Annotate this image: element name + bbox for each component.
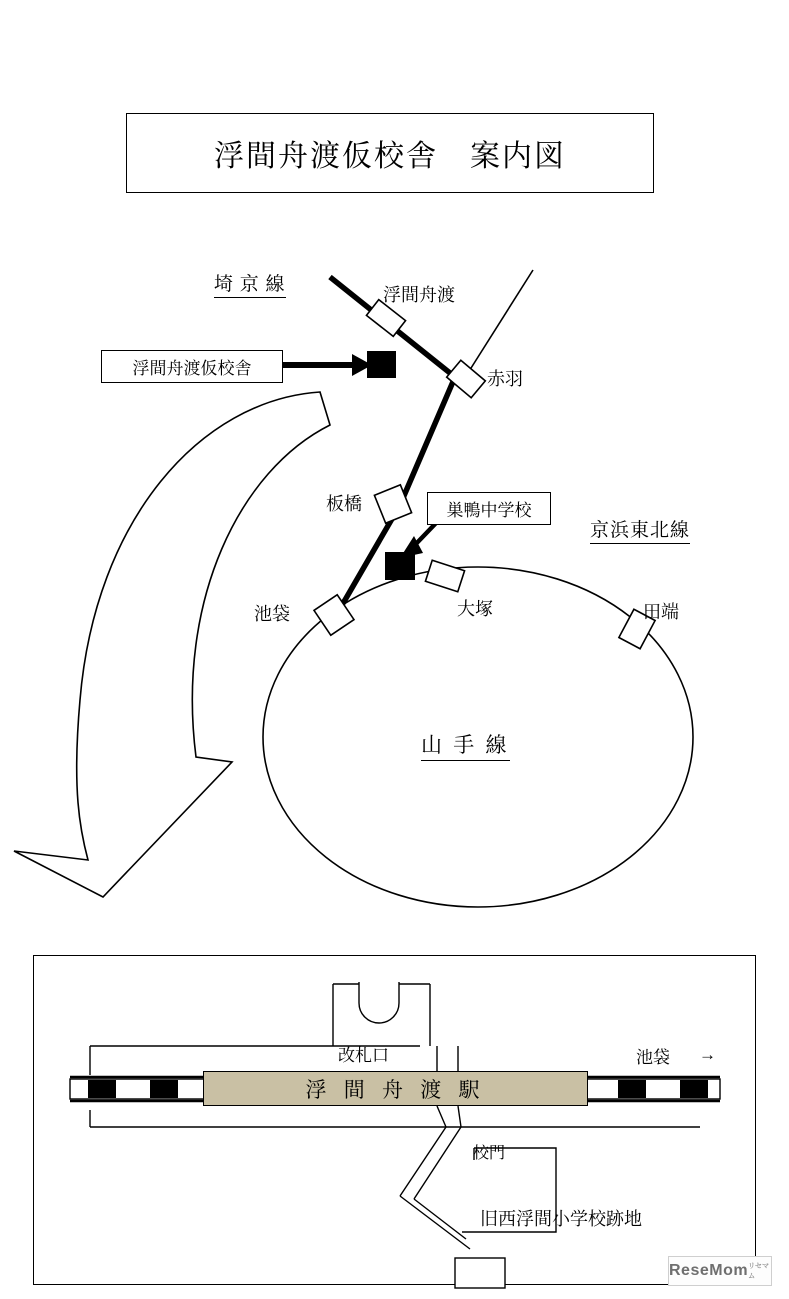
watermark-text: ReseMom <box>669 1262 749 1279</box>
resemom-watermark <box>668 1256 772 1286</box>
track-block <box>88 1080 116 1098</box>
track-block <box>150 1080 178 1098</box>
small-building <box>455 1258 505 1288</box>
approach-road-c <box>400 1196 470 1249</box>
station-label-ikebukuro: 池袋 <box>254 604 290 624</box>
station-label-tabata: 田端 <box>643 602 679 622</box>
station-name-plate-label: 浮 間 舟 渡 駅 <box>305 1077 486 1102</box>
station-label-otsuka: 大塚 <box>457 599 493 619</box>
track-block <box>618 1080 646 1098</box>
callout-sugamo-school-label: 巣鴨中学校 <box>446 501 532 520</box>
page-title: 浮間舟渡仮校舎 案内図 <box>214 140 566 173</box>
approach-road-d <box>414 1199 466 1239</box>
road-crossing-east-lower <box>458 1106 461 1127</box>
approach-road-b <box>414 1127 461 1199</box>
callout-temporary-school-label: 浮間舟渡仮校舎 <box>132 359 252 378</box>
track-block <box>680 1080 708 1098</box>
yamanote-line-label: 山 手 線 <box>421 729 510 761</box>
road-crossing-west-lower <box>437 1106 446 1127</box>
saikyo-line-label: 埼 京 線 <box>214 269 286 298</box>
watermark-tm: リセマム <box>748 1263 770 1280</box>
station-name-plate <box>203 1071 588 1106</box>
station-entrance-shape <box>359 982 399 1023</box>
ikebukuro-direction-label: 池袋 <box>636 1048 670 1067</box>
former-school-site-label: 旧西浮間小学校跡地 <box>480 1209 642 1229</box>
keihin-tohoku-line-label: 京浜東北線 <box>590 515 690 544</box>
ticket-gate-label: 改札口 <box>338 1046 389 1065</box>
school-gate-label: 校門 <box>473 1145 506 1162</box>
station-label-ukimafunado: 浮間舟渡 <box>383 285 455 305</box>
station-label-akabane: 赤羽 <box>487 369 523 389</box>
station-label-itabashi: 板橋 <box>326 494 362 514</box>
ikebukuro-direction-arrow: → <box>699 1045 716 1064</box>
